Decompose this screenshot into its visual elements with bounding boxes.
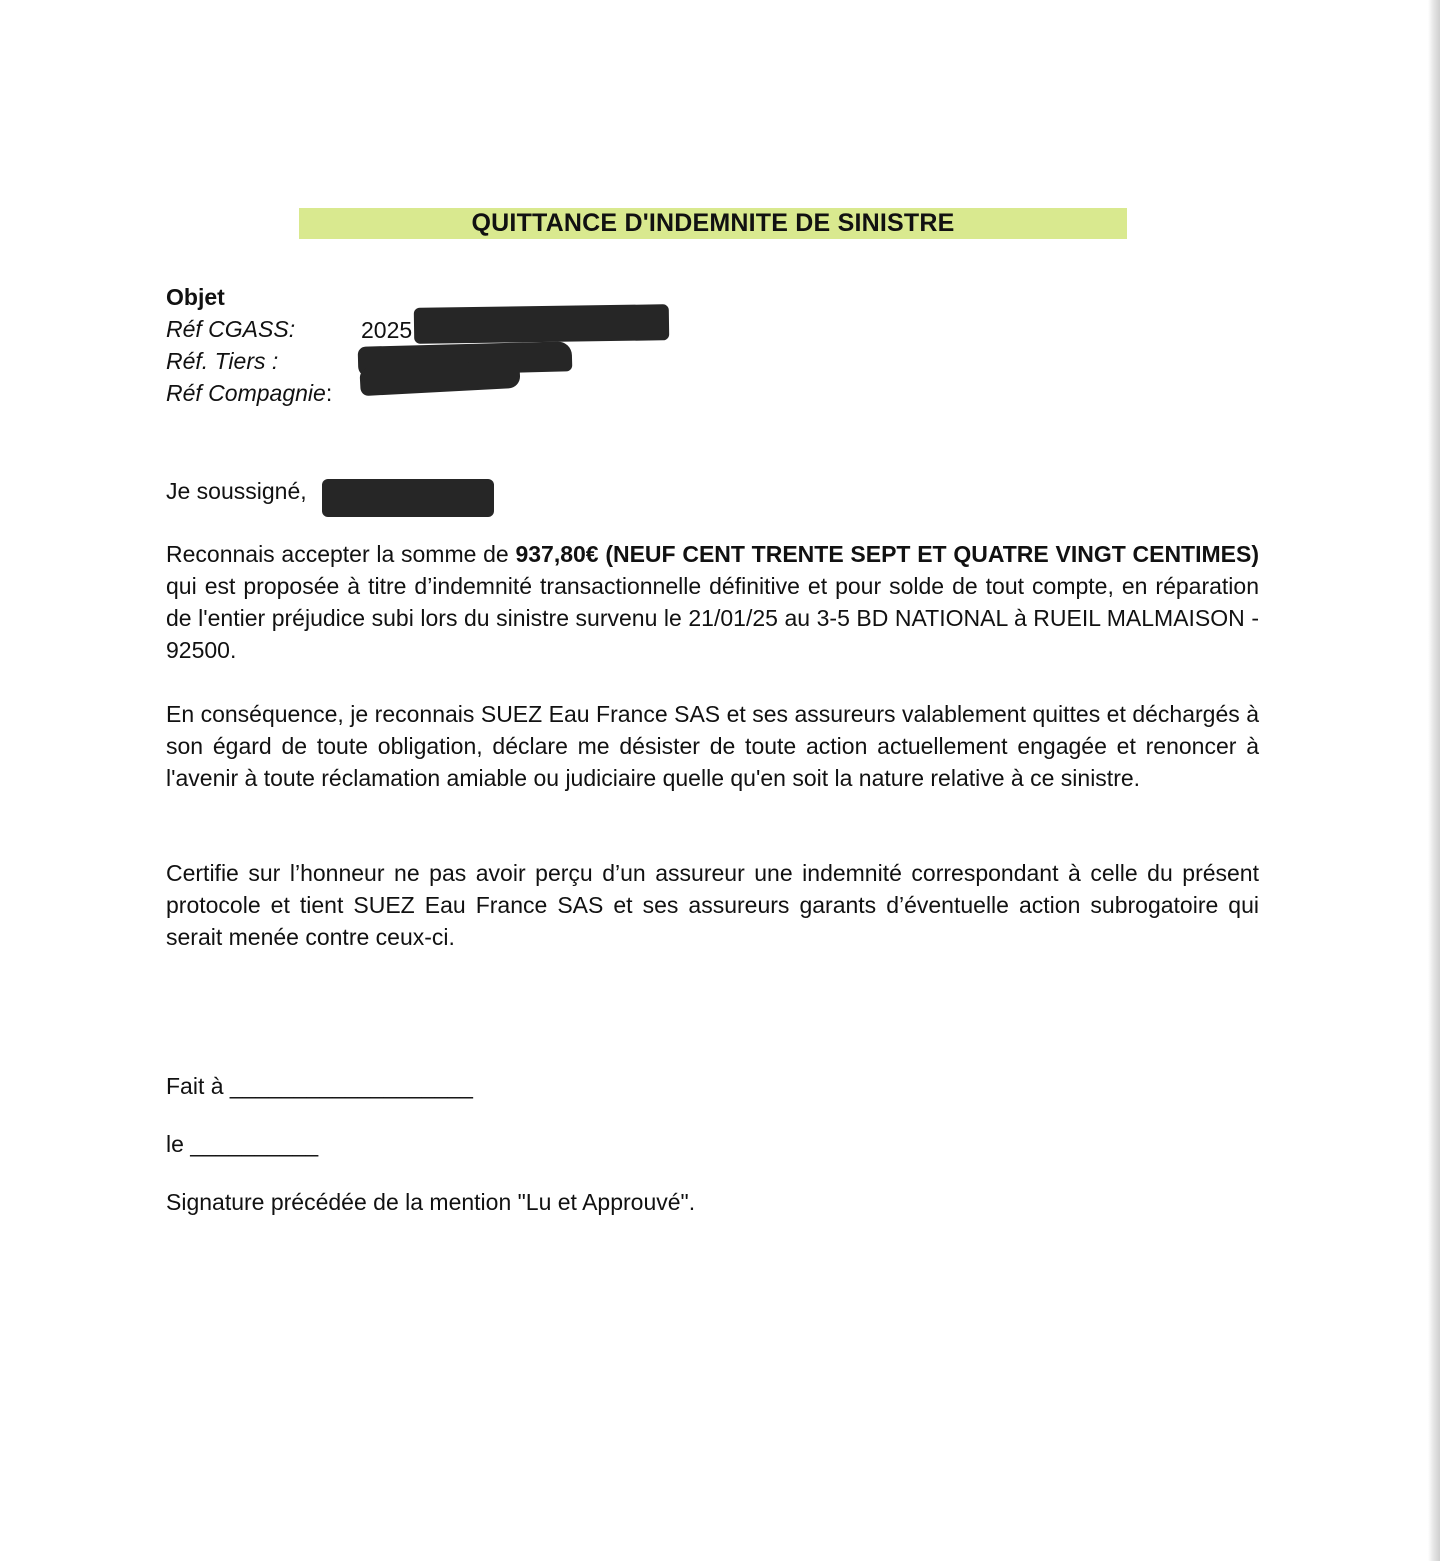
signature-mention: Signature précédée de la mention "Lu et Approuvé". (166, 1189, 696, 1215)
page-edge-shadow (1428, 0, 1440, 1561)
ref-compagnie-label: Réf Compagnie (166, 380, 326, 406)
ref-tiers-row (166, 348, 278, 375)
redaction-cgass (414, 304, 669, 344)
acceptance-rest: qui est proposée à titre d’indemnité transactionnelle définitive et pour solde de tout compte, en réparation de l'entier préjudice subi lors du sinistre survenu le 21/01/25 au 3-5 BD NATIONAL à RUEIL MALMAISON - 92500. (166, 573, 1259, 663)
ref-compagnie-row (166, 380, 332, 407)
paragraph-certification: Certifie sur l’honneur ne pas avoir perçu d’un assureur une indemnité correspondant à celle du présent protocole et tient SUEZ Eau France SAS et ses assureurs garants d’éventuelle action subrogatoire qui serait menée contre ceux-ci. (166, 860, 1259, 950)
ref-compagnie-colon: : (325, 380, 333, 406)
document-title: QUITTANCE D'INDEMNITE DE SINISTRE (299, 208, 1127, 239)
ref-cgass-value: 2025 (361, 317, 413, 343)
ref-cgass-row (166, 316, 295, 343)
paragraph-discharge: En conséquence, je reconnais SUEZ Eau France SAS et ses assureurs valablement quittes et déchargés à son égard de toute obligation, déclare me désister de toute action actuellement engagée et renoncer à l'avenir à toute réclamation amiable ou judiciaire quelle qu'en soit la nature relative à ce sinistre. (166, 701, 1259, 791)
paragraph-acceptance (166, 538, 1259, 666)
redaction-name (322, 479, 494, 517)
place-field: Fait à ___________________ (166, 1073, 473, 1099)
acceptance-lead: Reconnais accepter la somme de (166, 541, 516, 567)
ref-tiers-label: Réf. Tiers : (166, 348, 279, 374)
date-field: le __________ (166, 1131, 319, 1157)
amount-text: 937,80€ (NEUF CENT TRENTE SEPT ET QUATRE VINGT CENTIMES) (515, 541, 1259, 567)
ref-cgass-label: Réf CGASS: (166, 316, 296, 342)
object-heading: Objet (166, 284, 225, 310)
intro-line: Je soussigné, (166, 478, 307, 504)
